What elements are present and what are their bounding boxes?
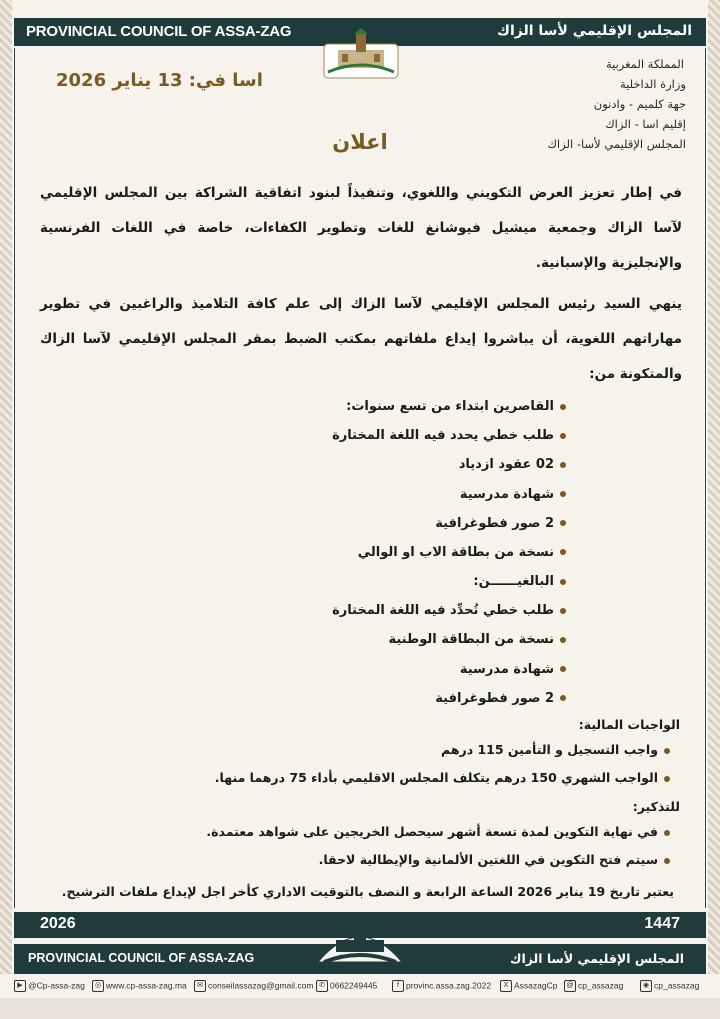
header-english-name: PROVINCIAL COUNCIL OF ASSA-ZAG — [26, 23, 292, 40]
youtube-icon: ▶ — [14, 980, 26, 992]
ministry-line: المملكة المغربية — [605, 57, 684, 71]
fees-section — [40, 714, 680, 792]
list-item-text: 2 صور فطوغرافية — [435, 515, 554, 531]
list-item-text: طلب خطي يحدد فيه اللغة المختارة — [332, 428, 554, 444]
bullet-icon — [560, 491, 566, 497]
list-item — [146, 625, 566, 654]
social-link[interactable]: ✉ conseilassazag@gmail.com — [194, 980, 313, 992]
bullet-icon — [664, 858, 670, 864]
bullet-icon — [560, 433, 566, 439]
social-link[interactable]: f provinc.assa.zag.2022 — [392, 980, 491, 992]
bullet-icon — [664, 776, 670, 782]
hijri-year: 1447 — [644, 915, 680, 932]
bottom-strip — [0, 998, 720, 1019]
document-date: اسا في: 13 يناير 2026 — [56, 70, 263, 91]
list-heading — [146, 392, 566, 421]
list-item — [146, 655, 566, 684]
bullet-icon — [560, 549, 566, 555]
list-heading — [146, 567, 566, 596]
list-item-text: شهادة مدرسية — [459, 486, 554, 502]
ministry-line: وزارة الداخلية — [619, 77, 686, 91]
list-item-text: شهادة مدرسية — [459, 661, 554, 677]
adults-list — [146, 567, 566, 713]
council-logo-icon — [318, 28, 404, 94]
list-item-text: 2 صور فطوغرافية — [435, 690, 554, 706]
ministry-line: إقليم اسا - الزاك — [605, 117, 686, 131]
adults-heading: البالغيــــــن: — [473, 574, 554, 589]
globe-icon: ◎ — [92, 980, 104, 992]
list-item — [146, 509, 566, 538]
footer-arabic-name: المجلس الإقليمي لأسا الزاك — [510, 951, 684, 966]
ministry-line: المجلس الإقليمي لأسا- الزاك — [547, 137, 686, 151]
page-title: اعلان — [332, 130, 388, 154]
list-item — [40, 846, 670, 874]
list-item-text: الواجب الشهري 150 درهم يتكلف المجلس الاقليمي بأداء 75 درهما منها. — [214, 770, 658, 785]
bullet-icon — [560, 462, 566, 468]
footer-logo-icon — [310, 912, 410, 974]
ministry-line: جهة كلميم - وادنون — [593, 97, 686, 111]
bullet-icon — [664, 748, 670, 754]
gregorian-year: 2026 — [40, 915, 76, 932]
mail-icon: ✉ — [194, 980, 206, 992]
footer-english-name: PROVINCIAL COUNCIL OF ASSA-ZAG — [28, 951, 255, 965]
social-link[interactable]: ▶ @Cp-assa-zag — [14, 980, 85, 992]
phone-icon: ✆ — [316, 980, 328, 992]
facebook-icon: f — [392, 980, 404, 992]
announcement-body — [40, 176, 682, 392]
x-icon: X — [500, 980, 512, 992]
minors-list — [146, 392, 566, 567]
list-item-text: واجب التسجيل و التأمين 115 درهم — [441, 742, 658, 757]
list-item — [146, 596, 566, 625]
bullet-icon — [560, 579, 566, 585]
list-item — [146, 538, 566, 567]
social-link[interactable]: X AssazagCp — [500, 980, 557, 992]
list-item — [146, 684, 566, 713]
deadline-note: يعتبر تاريخ 19 يناير 2026 الساعة الرابعة و النصف بالتوقيت الاداري كأخر اجل لإيداع ملفات الترشيح. — [61, 884, 674, 899]
fees-heading: الواجبات المالية: — [578, 717, 680, 732]
instagram-icon: ◉ — [640, 980, 652, 992]
bullet-icon — [560, 520, 566, 526]
reminder-heading: للتذكير: — [632, 799, 680, 814]
list-item — [40, 736, 670, 764]
social-link[interactable]: ◎ www.cp-assa-zag.ma — [92, 980, 187, 992]
bullet-icon — [664, 830, 670, 836]
bullet-icon — [560, 666, 566, 672]
bullet-icon — [560, 695, 566, 701]
social-link[interactable]: ◉ cp_assazag — [640, 980, 699, 992]
list-item-text: نسخة من البطاقة الوطنية — [388, 632, 554, 648]
notice-paragraph: ينهي السيد رئيس المجلس الإقليمي لآسا الزاك إلى علم كافة التلاميذ والراغبين في تطوير مهاراتهم اللغوية، أن يباشروا إيداع ملفاتهم بمكتب الضبط بمقر المجلس الإقليمي لآسا الزاك والمتكونة من: — [40, 296, 682, 382]
list-item-text: 02 عقود ازدياد — [458, 457, 554, 473]
bullet-icon — [560, 608, 566, 614]
list-item — [40, 764, 670, 792]
reminder-section — [40, 796, 680, 874]
list-item — [146, 450, 566, 479]
intro-paragraph: في إطار تعزيز العرض التكويني واللغوي، وتنفيذاً لبنود اتفاقية الشراكة بين المجلس الإقليمي لآسا الزاك وجمعية ميشيل فيوشانغ للغات وتطوير الكفاءات، خاصة في اللغات الفرنسية والإنجليزية والإسبانية. — [40, 185, 682, 271]
list-item — [146, 480, 566, 509]
social-link[interactable]: ✆ 0662249445 — [316, 980, 377, 992]
threads-icon: @ — [564, 980, 576, 992]
bullet-icon — [560, 404, 566, 410]
header-arabic-name: المجلس الإقليمي لأسا الزاك — [497, 23, 692, 39]
list-item-text: في نهاية التكوين لمدة تسعة أشهر سيحصل الخريجين على شواهد معتمدة. — [206, 824, 658, 839]
minors-heading: القاصرين ابتداء من تسع سنوات: — [346, 399, 554, 414]
bullet-icon — [560, 637, 566, 643]
list-item — [40, 818, 670, 846]
social-link[interactable]: @ cp_assazag — [564, 980, 623, 992]
list-item — [146, 421, 566, 450]
list-item-text: سيتم فتح التكوين في اللغتين الألمانية والإيطالية لاحقا. — [318, 852, 658, 867]
social-links-bar — [0, 974, 720, 998]
list-item-text: طلب خطي تُحدِّد فيه اللغة المختارة — [332, 603, 554, 619]
list-item-text: نسخة من بطاقة الاب او الوالي — [357, 544, 554, 560]
